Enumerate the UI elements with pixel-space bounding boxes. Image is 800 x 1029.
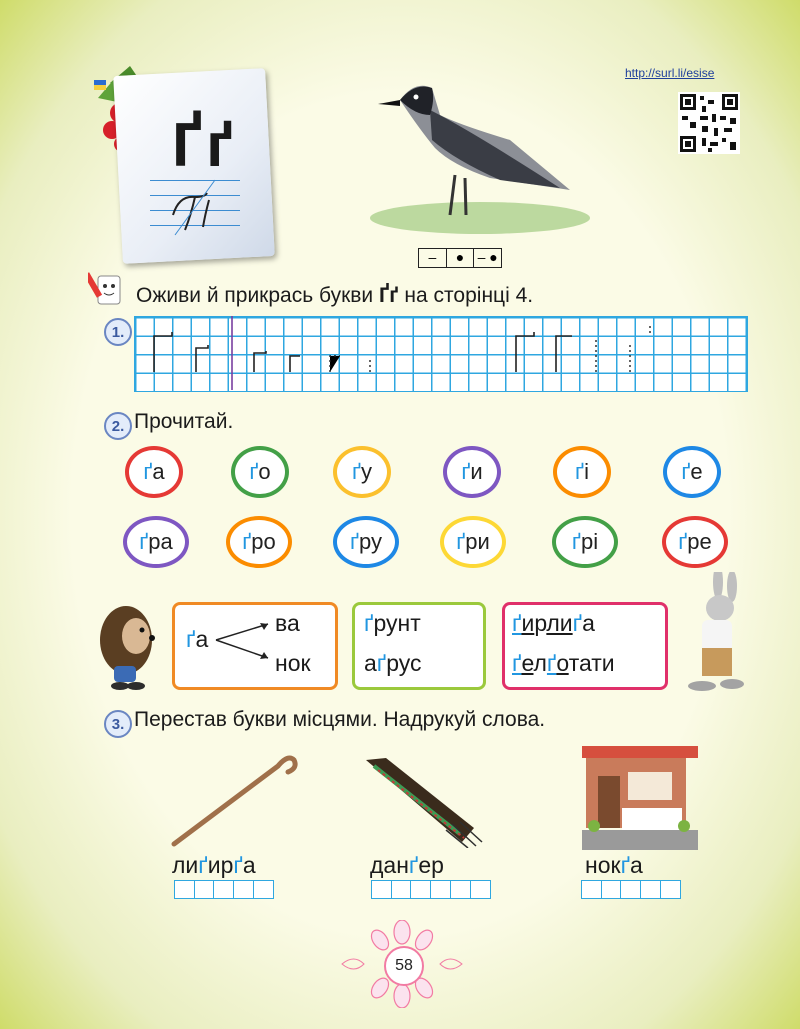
dangher-belt-image xyxy=(356,754,486,848)
syllable-button[interactable] xyxy=(226,516,292,568)
letter-g: ґ xyxy=(461,459,471,484)
scrambled-word: нокґа xyxy=(585,852,643,878)
letter-g: ґ xyxy=(143,459,153,484)
letter-g: ґ xyxy=(186,626,196,652)
syllable-button[interactable] xyxy=(231,446,289,498)
syllable-button[interactable] xyxy=(333,446,391,498)
word-tree-root xyxy=(186,626,208,653)
letter-g: ґ xyxy=(364,610,374,636)
answer-cells[interactable] xyxy=(371,880,489,899)
scheme-cell: – ● xyxy=(477,249,498,265)
letter-g: ґ xyxy=(349,529,360,554)
instruction-part: Оживи й прикрась букви xyxy=(136,284,379,307)
script-letter-image xyxy=(165,175,225,245)
word-gelgotaty: ґелґотати xyxy=(512,650,615,676)
syllable-rest: ре xyxy=(687,529,712,554)
writing-sample-strokes xyxy=(134,316,746,390)
qr-link[interactable]: http://surl.li/esise xyxy=(625,66,715,80)
syllable-rest: у xyxy=(361,459,373,484)
syllable-button[interactable] xyxy=(662,516,728,568)
syllable-rest: а xyxy=(152,459,165,484)
syllable-button[interactable] xyxy=(443,446,501,498)
scheme-cell: – xyxy=(419,249,447,267)
task-number-2: 2. xyxy=(104,412,132,440)
task-number-3: 3. xyxy=(104,710,132,738)
syllable-button[interactable] xyxy=(333,516,399,568)
word-rest: рус xyxy=(386,650,422,676)
letter-g: ґ xyxy=(249,459,259,484)
branch-arrows xyxy=(214,618,276,664)
letter-g: ґ xyxy=(351,459,362,484)
syllable-rest: ру xyxy=(359,529,383,554)
word-girlyga: ґирлиґа xyxy=(512,610,595,636)
qr-code-image xyxy=(678,92,740,154)
syllable-button[interactable] xyxy=(552,516,618,568)
sound-scheme xyxy=(418,248,502,268)
syllable-button[interactable] xyxy=(663,446,721,498)
task2-text: Прочитай. xyxy=(134,410,234,433)
crow-image xyxy=(360,70,600,242)
syllable-rest: ра xyxy=(148,529,173,554)
root-rest: а xyxy=(195,626,209,652)
syllable-rest: о xyxy=(258,459,271,484)
page-number: 58 xyxy=(384,946,424,986)
word-rest: рунт xyxy=(373,610,421,636)
answer-cells[interactable] xyxy=(581,880,680,899)
letter-g: ґ xyxy=(376,650,387,676)
syllable-button[interactable] xyxy=(440,516,506,568)
syllable-button[interactable] xyxy=(123,516,189,568)
letter-g: ґ xyxy=(242,529,252,554)
instruction-part: на сторінці 4. xyxy=(398,284,534,307)
scrambled-word: лиґирґа xyxy=(172,852,256,878)
rabbit-image xyxy=(672,572,748,694)
instruction-text xyxy=(136,284,533,308)
scrambled-word: данґер xyxy=(370,852,444,878)
word-agrus xyxy=(364,650,422,677)
letter-g: ґ xyxy=(456,529,466,554)
letter-print-title: Ґґ xyxy=(172,111,238,180)
scheme-cell: ● xyxy=(447,249,475,267)
word-grunt xyxy=(364,610,421,637)
syllable-rest: рі xyxy=(580,529,599,554)
pencil-book-icon xyxy=(88,268,132,308)
shepherd-staff-image xyxy=(160,748,300,848)
syllable-rest: ро xyxy=(251,529,276,554)
letter-g: ґ xyxy=(678,529,688,554)
word-ending: ва xyxy=(275,610,300,636)
word-part: а xyxy=(364,650,377,676)
syllable-button[interactable] xyxy=(553,446,611,498)
syllable-rest: і xyxy=(584,459,589,484)
syllable-button[interactable] xyxy=(125,446,183,498)
syllable-rest: е xyxy=(690,459,703,484)
letter-g: ґ xyxy=(139,529,149,554)
letter-g: ґ xyxy=(681,459,691,484)
hedgehog-image xyxy=(92,600,156,692)
porch-house-image xyxy=(582,746,698,850)
task3-text: Перестав букви місцями. Надрукуй слова. xyxy=(134,708,546,731)
syllable-rest: ри xyxy=(465,529,490,554)
letter-g: ґ xyxy=(571,529,581,554)
answer-cells[interactable] xyxy=(174,880,273,899)
instruction-letters: Ґґ xyxy=(378,284,399,307)
task-number-1: 1. xyxy=(104,318,132,346)
syllable-rest: и xyxy=(470,459,483,484)
word-ending: нок xyxy=(275,650,311,676)
letter-g: ґ xyxy=(575,459,585,484)
